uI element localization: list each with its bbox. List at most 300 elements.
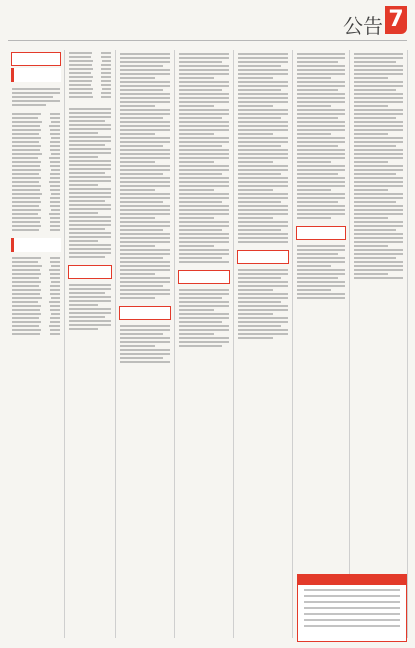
text-line bbox=[238, 185, 288, 187]
text-line bbox=[120, 73, 170, 75]
text-line bbox=[120, 341, 170, 343]
text-line bbox=[354, 261, 403, 263]
text-line bbox=[69, 216, 111, 218]
text-line bbox=[179, 57, 229, 59]
text-line bbox=[354, 53, 403, 55]
text-line bbox=[120, 269, 170, 271]
text-line bbox=[297, 61, 338, 63]
text-line bbox=[69, 304, 98, 306]
text-line bbox=[297, 113, 345, 115]
text-line bbox=[12, 92, 60, 94]
text-line bbox=[354, 197, 403, 199]
table-row bbox=[69, 92, 111, 94]
text-line bbox=[179, 249, 229, 251]
ad-text-line bbox=[304, 613, 400, 615]
ad-text-line bbox=[304, 607, 400, 609]
text-line bbox=[179, 93, 229, 95]
text-line bbox=[179, 329, 229, 331]
body-text-block bbox=[175, 286, 233, 347]
text-line bbox=[69, 188, 111, 190]
text-line bbox=[238, 173, 281, 175]
table-row bbox=[12, 265, 60, 267]
text-line bbox=[120, 57, 170, 59]
table-row bbox=[12, 321, 60, 323]
text-line bbox=[297, 73, 345, 75]
text-line bbox=[297, 189, 331, 191]
text-line bbox=[12, 96, 53, 98]
text-line bbox=[238, 233, 288, 235]
ad-text-line bbox=[304, 589, 400, 591]
table-row bbox=[12, 257, 60, 259]
text-line bbox=[238, 141, 288, 143]
table-row bbox=[69, 52, 111, 54]
text-line bbox=[354, 221, 403, 223]
text-line bbox=[120, 337, 170, 339]
text-line bbox=[238, 53, 288, 55]
text-line bbox=[354, 165, 403, 167]
text-line bbox=[120, 213, 170, 215]
text-line bbox=[12, 88, 60, 90]
table-row bbox=[12, 113, 60, 115]
text-line bbox=[297, 185, 345, 187]
text-line bbox=[179, 257, 222, 259]
text-line bbox=[179, 69, 229, 71]
text-line bbox=[69, 128, 111, 130]
text-line bbox=[179, 129, 229, 131]
table-row bbox=[69, 76, 111, 78]
table-row bbox=[12, 189, 60, 191]
text-line bbox=[297, 169, 345, 171]
text-line bbox=[354, 225, 403, 227]
text-line bbox=[120, 237, 170, 239]
text-line bbox=[69, 252, 111, 254]
text-line bbox=[179, 225, 229, 227]
text-line bbox=[120, 125, 170, 127]
text-line bbox=[69, 180, 111, 182]
text-line bbox=[297, 253, 338, 255]
text-line bbox=[354, 229, 396, 231]
text-line bbox=[120, 245, 155, 247]
text-line bbox=[179, 125, 229, 127]
text-line bbox=[69, 236, 111, 238]
text-line bbox=[69, 316, 105, 318]
text-line bbox=[354, 161, 388, 163]
text-line bbox=[69, 228, 105, 230]
text-line bbox=[120, 161, 155, 163]
text-line bbox=[120, 53, 170, 55]
text-line bbox=[297, 153, 345, 155]
text-line bbox=[69, 116, 111, 118]
text-line bbox=[297, 265, 331, 267]
text-line bbox=[238, 109, 288, 111]
text-line bbox=[354, 89, 396, 91]
text-line bbox=[238, 221, 288, 223]
text-line bbox=[179, 293, 229, 295]
table-row bbox=[12, 213, 60, 215]
text-line bbox=[69, 208, 111, 210]
text-line bbox=[297, 117, 338, 119]
text-line bbox=[238, 101, 288, 103]
text-line bbox=[120, 137, 170, 139]
text-line bbox=[238, 177, 288, 179]
text-line bbox=[238, 121, 288, 123]
table-row bbox=[12, 325, 60, 327]
text-line bbox=[120, 201, 163, 203]
text-line bbox=[179, 297, 222, 299]
text-line bbox=[69, 112, 111, 114]
text-line bbox=[297, 57, 345, 59]
table-row bbox=[12, 149, 60, 151]
text-line bbox=[120, 265, 170, 267]
ad-header-bar bbox=[298, 575, 406, 585]
text-line bbox=[179, 165, 229, 167]
section-label: 公告 bbox=[343, 14, 383, 38]
text-line bbox=[179, 305, 229, 307]
text-line bbox=[179, 261, 229, 263]
text-line bbox=[69, 232, 111, 234]
text-line bbox=[238, 309, 288, 311]
item-table bbox=[8, 111, 64, 233]
table-row bbox=[12, 177, 60, 179]
text-line bbox=[69, 300, 111, 302]
text-line bbox=[297, 161, 331, 163]
text-line bbox=[297, 77, 331, 79]
text-line bbox=[69, 164, 111, 166]
text-line bbox=[120, 225, 170, 227]
text-line bbox=[120, 361, 170, 363]
text-line bbox=[297, 109, 345, 111]
table-row bbox=[12, 121, 60, 123]
text-line bbox=[69, 296, 111, 298]
text-line bbox=[354, 177, 403, 179]
text-line bbox=[69, 176, 111, 178]
text-line bbox=[120, 121, 170, 123]
table-row bbox=[12, 329, 60, 331]
text-line bbox=[179, 237, 229, 239]
text-line bbox=[297, 201, 338, 203]
text-line bbox=[354, 57, 403, 59]
text-line bbox=[179, 345, 222, 347]
text-line bbox=[120, 277, 170, 279]
text-line bbox=[354, 141, 403, 143]
text-line bbox=[69, 328, 98, 330]
text-line bbox=[120, 349, 170, 351]
table-row bbox=[12, 129, 60, 131]
text-line bbox=[120, 81, 170, 83]
item-table bbox=[65, 50, 115, 100]
text-line bbox=[120, 205, 170, 207]
text-line bbox=[69, 320, 111, 322]
text-line bbox=[354, 269, 403, 271]
column-6 bbox=[293, 50, 350, 638]
text-line bbox=[179, 321, 222, 323]
text-line bbox=[238, 225, 288, 227]
text-line bbox=[179, 229, 222, 231]
text-line bbox=[297, 277, 338, 279]
text-line bbox=[238, 181, 288, 183]
body-text-block bbox=[116, 322, 174, 363]
text-line bbox=[179, 241, 229, 243]
text-line bbox=[354, 145, 396, 147]
body-text-block bbox=[350, 50, 407, 279]
text-line bbox=[238, 337, 273, 339]
text-line bbox=[238, 113, 288, 115]
text-line bbox=[69, 240, 98, 242]
text-line bbox=[179, 161, 214, 163]
text-line bbox=[120, 93, 170, 95]
text-line bbox=[238, 269, 288, 271]
text-line bbox=[354, 257, 396, 259]
table-row bbox=[12, 289, 60, 291]
text-line bbox=[120, 197, 170, 199]
table-row bbox=[12, 285, 60, 287]
text-line bbox=[238, 105, 273, 107]
table-row bbox=[69, 72, 111, 74]
body-text-block bbox=[116, 50, 174, 299]
text-line bbox=[179, 193, 229, 195]
body-text-block bbox=[65, 281, 115, 330]
text-line bbox=[297, 141, 345, 143]
text-line bbox=[179, 213, 229, 215]
page-header bbox=[8, 4, 407, 41]
text-line bbox=[354, 205, 403, 207]
body-text-block bbox=[234, 50, 292, 243]
table-row bbox=[12, 201, 60, 203]
text-line bbox=[120, 345, 155, 347]
text-line bbox=[120, 233, 170, 235]
text-line bbox=[179, 137, 229, 139]
text-line bbox=[69, 308, 111, 310]
text-line bbox=[297, 289, 331, 291]
body-text-block bbox=[8, 85, 64, 106]
column-4 bbox=[175, 50, 234, 638]
text-line bbox=[238, 205, 288, 207]
text-line bbox=[238, 333, 288, 335]
body-text-block bbox=[234, 266, 292, 339]
text-line bbox=[179, 73, 229, 75]
text-line bbox=[179, 105, 214, 107]
text-line bbox=[238, 133, 273, 135]
text-line bbox=[297, 165, 345, 167]
text-line bbox=[238, 197, 288, 199]
text-line bbox=[354, 77, 388, 79]
text-line bbox=[354, 65, 403, 67]
text-line bbox=[69, 172, 105, 174]
text-line bbox=[179, 185, 229, 187]
table-row bbox=[69, 88, 111, 90]
text-line bbox=[179, 209, 229, 211]
column-1 bbox=[8, 50, 65, 638]
text-line bbox=[297, 177, 345, 179]
text-line bbox=[354, 125, 403, 127]
table-row bbox=[12, 157, 60, 159]
text-line bbox=[354, 129, 403, 131]
text-line bbox=[179, 309, 214, 311]
section-number-badge: 7 bbox=[385, 6, 407, 34]
text-line bbox=[120, 181, 170, 183]
text-line bbox=[354, 93, 403, 95]
text-line bbox=[179, 89, 222, 91]
text-line bbox=[120, 273, 155, 275]
text-line bbox=[179, 113, 229, 115]
text-line bbox=[120, 257, 163, 259]
text-line bbox=[297, 297, 345, 299]
text-line bbox=[354, 121, 403, 123]
text-line bbox=[354, 149, 403, 151]
text-line bbox=[69, 312, 111, 314]
text-line bbox=[120, 241, 170, 243]
text-line bbox=[238, 209, 288, 211]
table-row bbox=[12, 277, 60, 279]
section-heading-box bbox=[237, 250, 289, 264]
text-line bbox=[354, 213, 403, 215]
text-line bbox=[179, 333, 214, 335]
notice-heading bbox=[11, 68, 61, 82]
text-line bbox=[238, 313, 273, 315]
text-line bbox=[297, 65, 345, 67]
table-row bbox=[12, 161, 60, 163]
text-line bbox=[354, 85, 403, 87]
text-line bbox=[238, 149, 288, 151]
text-line bbox=[179, 189, 214, 191]
text-line bbox=[179, 221, 229, 223]
section-heading-box bbox=[11, 52, 61, 66]
text-line bbox=[179, 117, 222, 119]
table-row bbox=[12, 297, 60, 299]
table-row bbox=[12, 225, 60, 227]
body-text-block bbox=[65, 105, 115, 258]
text-line bbox=[297, 273, 345, 275]
text-line bbox=[179, 301, 229, 303]
text-line bbox=[354, 193, 403, 195]
text-line bbox=[69, 156, 98, 158]
text-line bbox=[238, 213, 288, 215]
table-row bbox=[69, 80, 111, 82]
section-heading-box bbox=[68, 265, 112, 279]
text-line bbox=[120, 141, 170, 143]
text-line bbox=[238, 169, 288, 171]
text-line bbox=[297, 205, 345, 207]
text-line bbox=[238, 329, 288, 331]
text-line bbox=[179, 177, 229, 179]
text-line bbox=[179, 109, 229, 111]
text-line bbox=[354, 237, 403, 239]
table-row bbox=[12, 133, 60, 135]
text-line bbox=[12, 104, 46, 106]
text-line bbox=[297, 285, 345, 287]
text-line bbox=[297, 293, 345, 295]
text-line bbox=[120, 101, 170, 103]
ad-text-line bbox=[304, 595, 400, 597]
text-line bbox=[354, 105, 388, 107]
table-row bbox=[69, 56, 111, 58]
text-line bbox=[297, 261, 345, 263]
text-line bbox=[238, 129, 288, 131]
text-line bbox=[69, 220, 111, 222]
table-row bbox=[12, 273, 60, 275]
table-row bbox=[12, 309, 60, 311]
table-row bbox=[12, 145, 60, 147]
text-line bbox=[120, 297, 155, 299]
text-line bbox=[179, 205, 229, 207]
text-line bbox=[297, 157, 345, 159]
table-row bbox=[12, 185, 60, 187]
text-line bbox=[238, 161, 273, 163]
text-line bbox=[297, 137, 345, 139]
text-line bbox=[120, 229, 163, 231]
text-line bbox=[354, 61, 396, 63]
text-line bbox=[179, 233, 229, 235]
text-line bbox=[69, 120, 105, 122]
text-line bbox=[354, 249, 403, 251]
text-line bbox=[69, 324, 111, 326]
text-line bbox=[238, 89, 281, 91]
text-line bbox=[297, 125, 345, 127]
text-line bbox=[238, 69, 288, 71]
text-line bbox=[238, 81, 288, 83]
text-line bbox=[179, 153, 229, 155]
text-line bbox=[354, 201, 396, 203]
text-line bbox=[354, 97, 403, 99]
text-line bbox=[120, 149, 170, 151]
table-row bbox=[12, 181, 60, 183]
text-line bbox=[12, 100, 60, 102]
item-table bbox=[8, 255, 64, 337]
text-line bbox=[179, 337, 229, 339]
text-line bbox=[354, 253, 403, 255]
text-line bbox=[120, 157, 170, 159]
table-row bbox=[12, 301, 60, 303]
text-line bbox=[179, 121, 229, 123]
text-line bbox=[297, 89, 338, 91]
table-row bbox=[12, 217, 60, 219]
text-line bbox=[179, 157, 229, 159]
text-line bbox=[69, 136, 111, 138]
text-line bbox=[120, 329, 170, 331]
text-line bbox=[238, 241, 288, 243]
text-line bbox=[354, 73, 403, 75]
text-line bbox=[238, 301, 281, 303]
text-line bbox=[354, 69, 403, 71]
section-heading-box bbox=[296, 226, 346, 240]
text-line bbox=[179, 65, 229, 67]
text-line bbox=[69, 200, 105, 202]
table-row bbox=[12, 269, 60, 271]
text-line bbox=[120, 357, 163, 359]
text-line bbox=[297, 217, 331, 219]
table-row bbox=[12, 305, 60, 307]
text-line bbox=[120, 177, 170, 179]
body-text-block bbox=[293, 50, 349, 219]
text-line bbox=[120, 261, 170, 263]
text-line bbox=[69, 204, 111, 206]
text-line bbox=[238, 153, 288, 155]
text-line bbox=[179, 201, 222, 203]
text-line bbox=[354, 113, 403, 115]
text-line bbox=[179, 253, 229, 255]
text-line bbox=[238, 85, 288, 87]
text-line bbox=[238, 305, 288, 307]
text-line bbox=[354, 273, 388, 275]
text-line bbox=[297, 281, 345, 283]
text-line bbox=[120, 77, 155, 79]
text-line bbox=[120, 105, 155, 107]
table-row bbox=[12, 141, 60, 143]
text-line bbox=[238, 281, 288, 283]
section-heading-box bbox=[119, 306, 171, 320]
text-line bbox=[297, 97, 345, 99]
text-line bbox=[120, 281, 170, 283]
